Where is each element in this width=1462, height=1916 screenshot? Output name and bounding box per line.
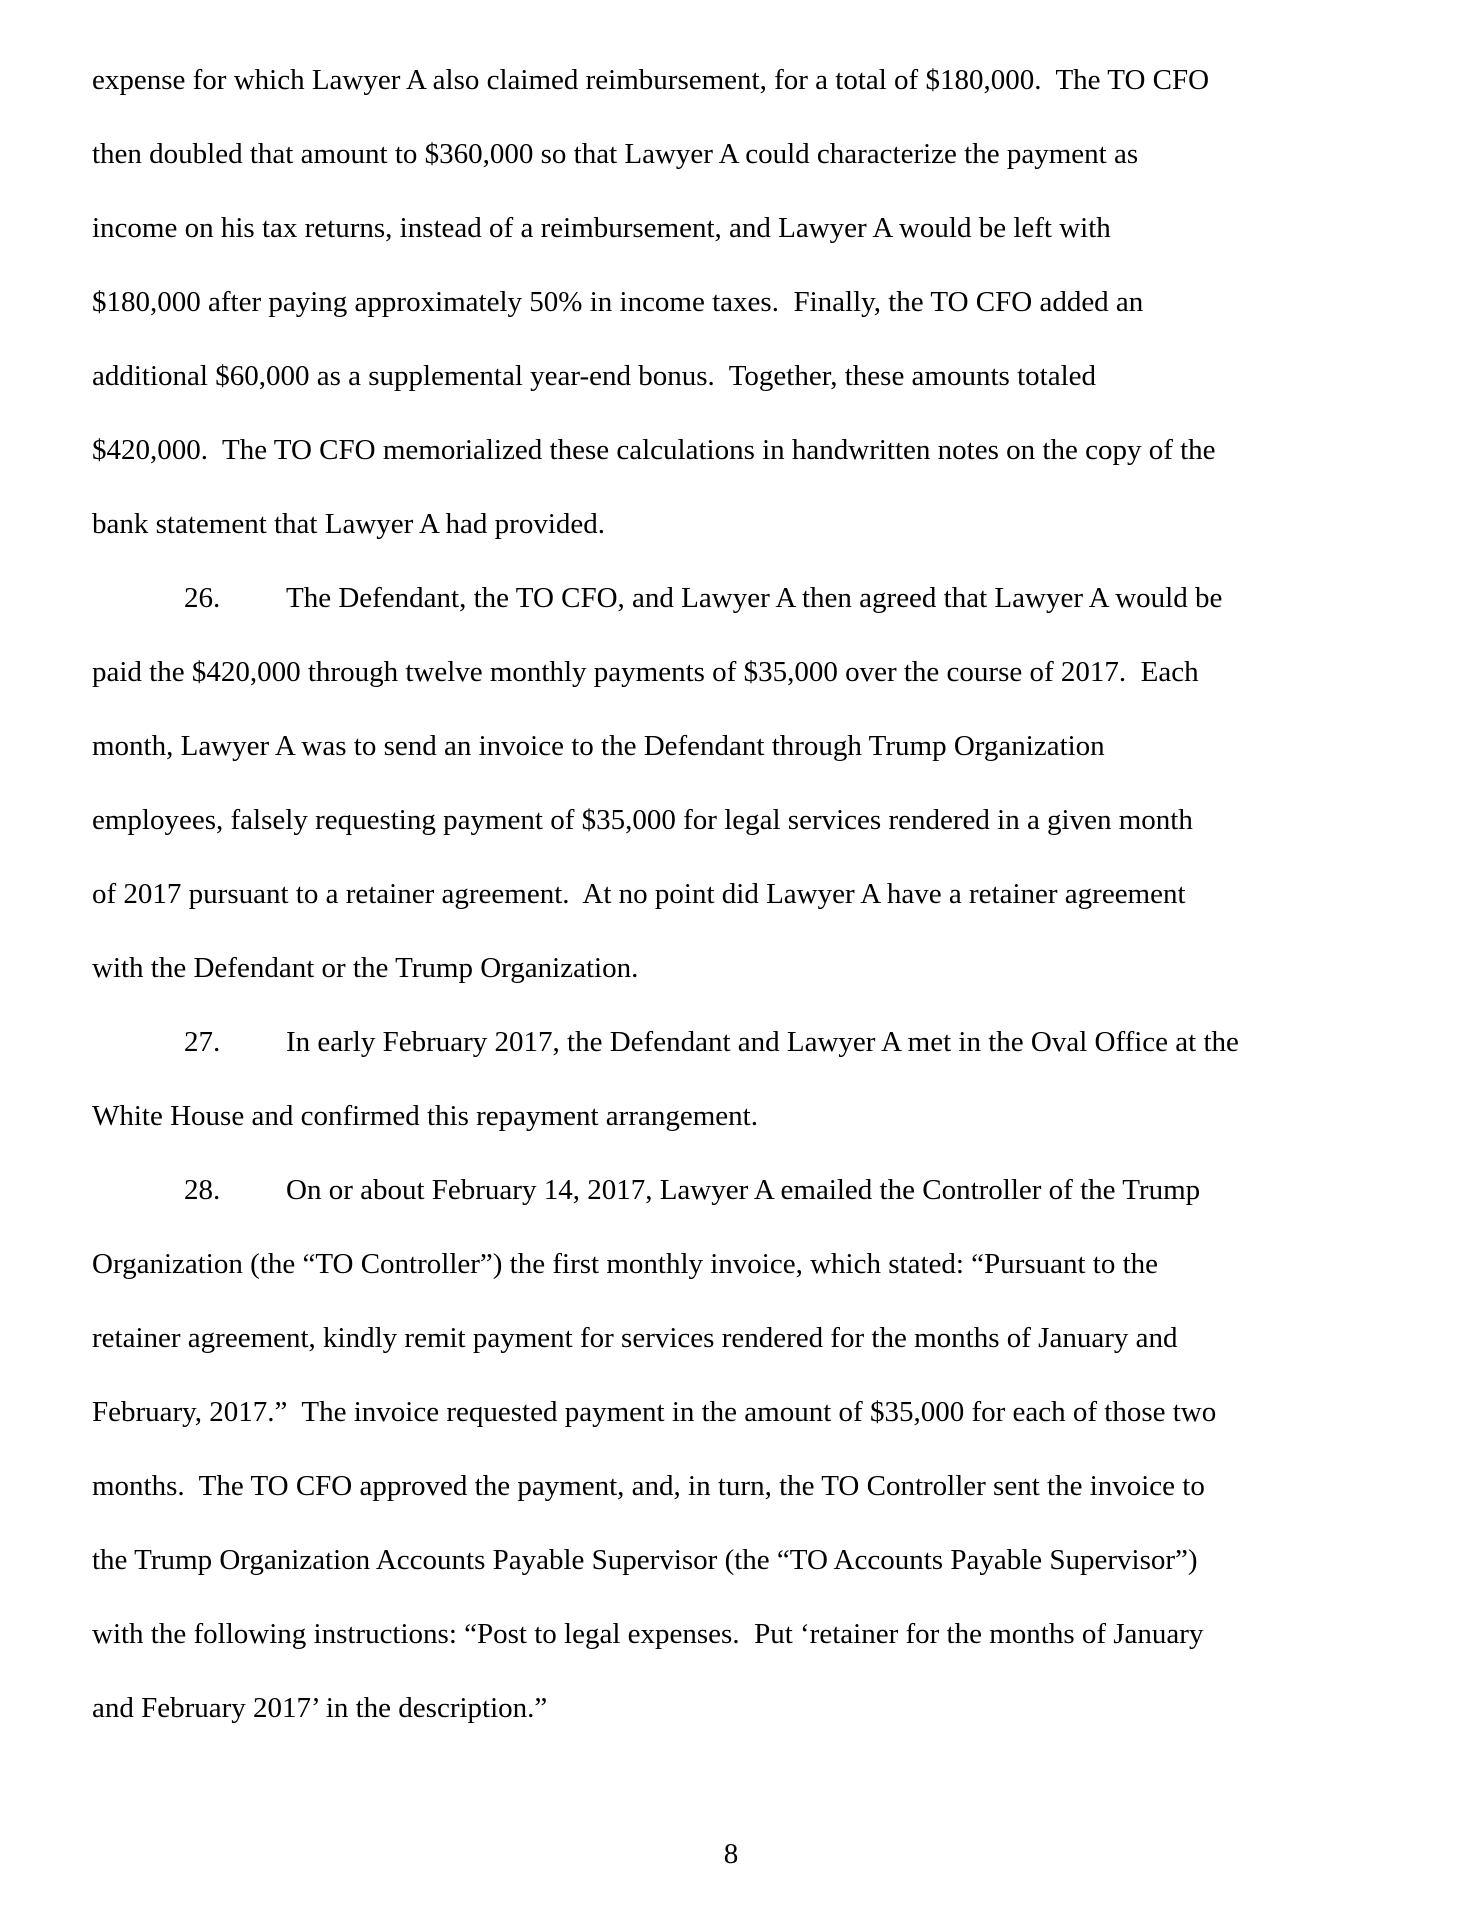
body-line: $180,000 after paying approximately 50% in income taxes. Finally, the TO CFO added an — [92, 286, 1144, 318]
body-line: income on his tax returns, instead of a reimbursement, and Lawyer A would be left with — [92, 212, 1111, 244]
body-line: with the Defendant or the Trump Organization. — [92, 952, 639, 984]
paragraph-first-line: In early February 2017, the Defendant and Lawyer A met in the Oval Office at the — [286, 1026, 1239, 1058]
body-line: employees, falsely requesting payment of $35,000 for legal services rendered in a given month — [92, 804, 1193, 836]
body-line: month, Lawyer A was to send an invoice to the Defendant through Trump Organization — [92, 730, 1105, 762]
paragraph-first-line: On or about February 14, 2017, Lawyer A emailed the Controller of the Trump — [286, 1174, 1201, 1206]
body-line: months. The TO CFO approved the payment, and, in turn, the TO Controller sent the invoice to — [92, 1470, 1205, 1502]
body-line: paid the $420,000 through twelve monthly payments of $35,000 over the course of 2017. Each — [92, 656, 1199, 688]
body-line: Organization (the “TO Controller”) the first monthly invoice, which stated: “Pursuant to the — [92, 1248, 1159, 1280]
paragraph-first-line: The Defendant, the TO CFO, and Lawyer A then agreed that Lawyer A would be — [286, 582, 1223, 614]
body-line: then doubled that amount to $360,000 so that Lawyer A could characterize the payment as — [92, 138, 1139, 170]
paragraph-number: 27. — [184, 1026, 221, 1058]
body-line: $420,000. The TO CFO memorialized these calculations in handwritten notes on the copy of the — [92, 434, 1216, 466]
body-line: and February 2017’ in the description.” — [92, 1692, 548, 1724]
paragraph-number: 28. — [184, 1174, 221, 1206]
body-line: expense for which Lawyer A also claimed reimbursement, for a total of $180,000. The TO CFO — [92, 64, 1210, 96]
body-line: additional $60,000 as a supplemental year-end bonus. Together, these amounts totaled — [92, 360, 1096, 392]
body-line: of 2017 pursuant to a retainer agreement. At no point did Lawyer A have a retainer agreement — [92, 878, 1186, 910]
body-line: February, 2017.” The invoice requested payment in the amount of $35,000 for each of those two — [92, 1396, 1217, 1428]
body-line: the Trump Organization Accounts Payable Supervisor (the “TO Accounts Payable Supervisor”) — [92, 1544, 1198, 1576]
body-line: with the following instructions: “Post to legal expenses. Put ‘retainer for the months of January — [92, 1618, 1204, 1650]
paragraph-number: 26. — [184, 582, 221, 614]
body-line: White House and confirmed this repayment arrangement. — [92, 1100, 758, 1132]
body-line: retainer agreement, kindly remit payment for services rendered for the months of January and — [92, 1322, 1178, 1354]
body-line: bank statement that Lawyer A had provided. — [92, 508, 605, 540]
page-number: 8 — [723, 1838, 739, 1870]
